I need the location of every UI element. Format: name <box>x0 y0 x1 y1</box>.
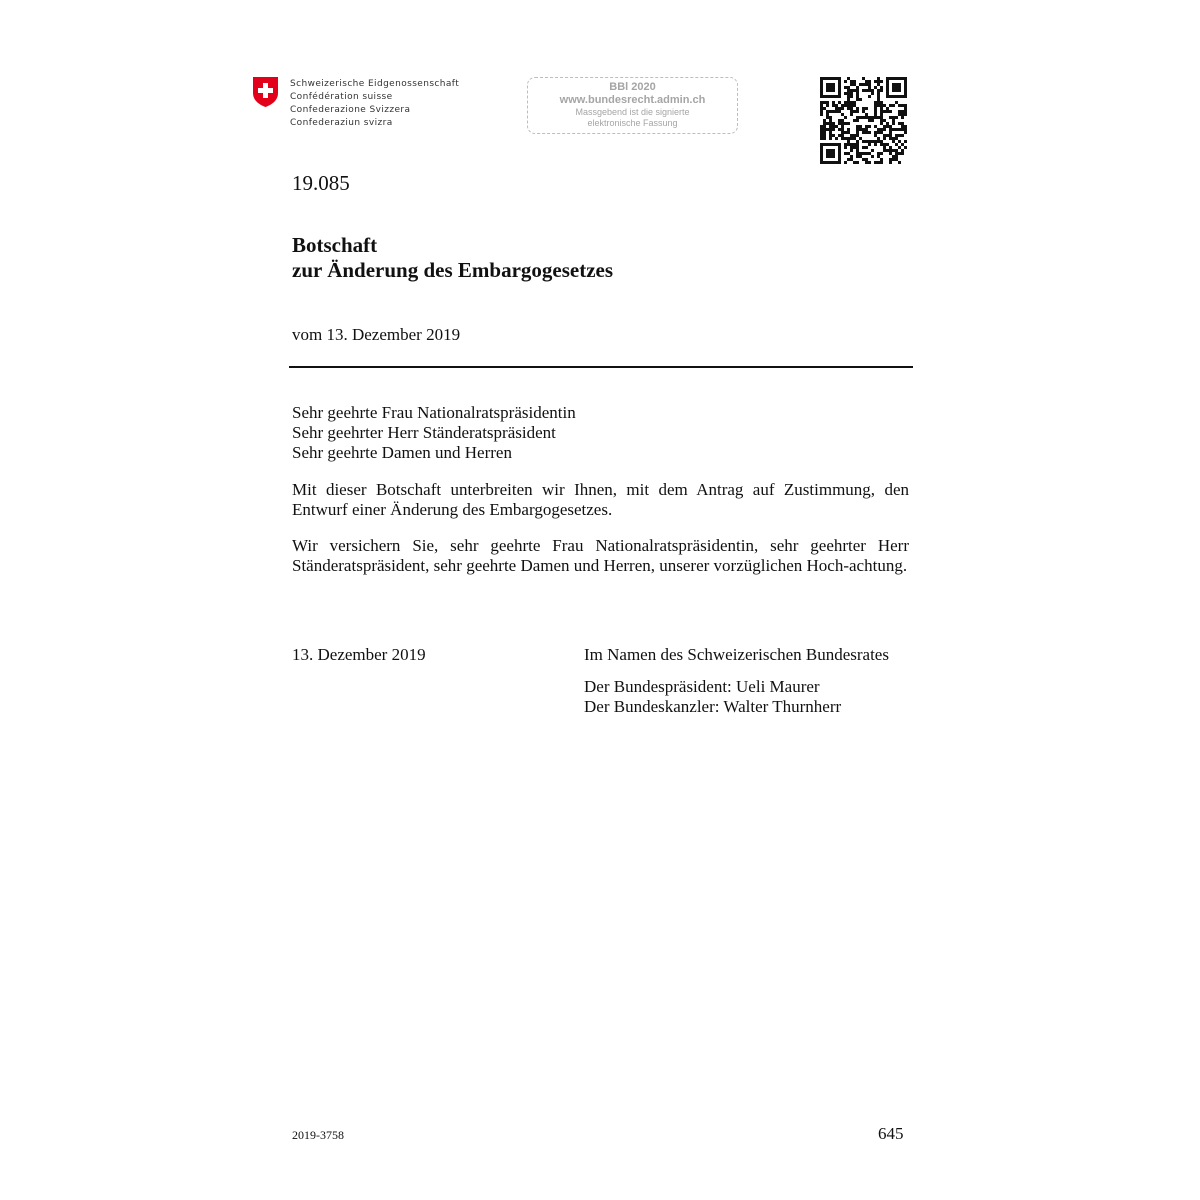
signature-date: 13. Dezember 2019 <box>292 645 426 664</box>
salutation-line: Sehr geehrte Damen und Herren <box>292 443 512 462</box>
signers <box>584 677 841 717</box>
page-number: 645 <box>878 1124 904 1143</box>
publication-stamp <box>527 77 738 134</box>
qr-code-icon <box>820 77 907 164</box>
body-paragraph-2: Wir versichern Sie, sehr geehrte Frau Nationalratspräsidentin, sehr geehrter Herr Ständeratspräsident, sehr geehrte Damen und Herren, unserer vorzüglichen Hoch-achtung. <box>292 536 909 575</box>
confederation-name-fr: Confédération suisse <box>290 92 393 102</box>
salutation-line: Sehr geehrte Frau Nationalratspräsidentin <box>292 403 576 422</box>
document-reference: 19.085 <box>292 171 350 195</box>
stamp-note-2: elektronische Fassung <box>587 118 678 128</box>
document-number: 2019-3758 <box>292 1128 344 1142</box>
salutation-line: Sehr geehrter Herr Ständeratspräsident <box>292 423 556 442</box>
body-paragraph-1: Mit dieser Botschaft unterbreiten wir Ihnen, mit dem Antrag auf Zustimmung, den Entwurf einer Änderung des Embargogesetzes. <box>292 480 909 519</box>
confederation-name-de: Schweizerische Eidgenossenschaft <box>290 79 460 89</box>
confederation-name-it: Confederazione Svizzera <box>290 105 411 115</box>
stamp-note-1: Massgebend ist die signierte <box>575 107 690 117</box>
title-line-2: zur Änderung des Embargogesetzes <box>292 258 614 282</box>
divider <box>289 366 913 368</box>
signer-president: Der Bundespräsident: Ueli Maurer <box>584 677 820 696</box>
title-line-1: Botschaft <box>292 233 378 257</box>
document-title <box>292 233 613 283</box>
salutation <box>292 403 909 463</box>
stamp-url: www.bundesrecht.admin.ch <box>559 94 706 106</box>
confederation-name-rm: Confederaziun svizra <box>290 118 393 128</box>
signer-chancellor: Der Bundeskanzler: Walter Thurnherr <box>584 697 842 716</box>
stamp-journal: BBl 2020 <box>609 81 656 93</box>
document-date: vom 13. Dezember 2019 <box>292 325 461 344</box>
signature-authority: Im Namen des Schweizerischen Bundesrates <box>584 645 889 664</box>
swiss-cross-shield-icon <box>252 76 279 108</box>
